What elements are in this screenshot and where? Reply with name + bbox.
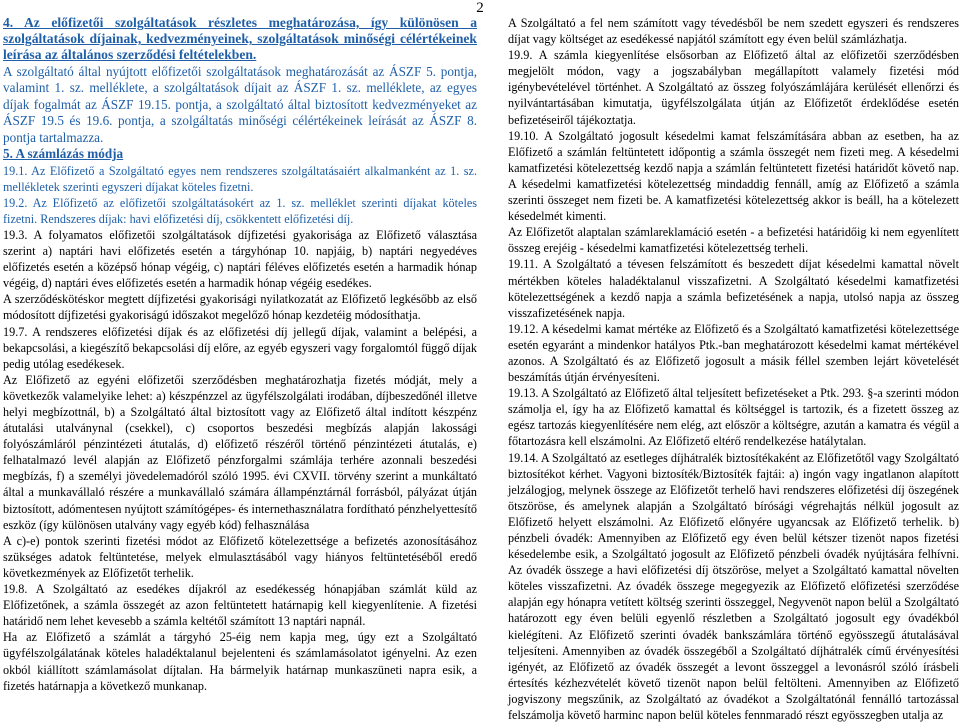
paragraph-19-2: 19.2. Az Előfizető az előfizetői szolgáltatásokért az 1. sz. melléklet szerinti díjakat köteles fizetni. Rendszeres díjak: havi előfizetési díj, csökkentett előfizetési díj.	[3, 195, 477, 226]
paragraph-19-13: 19.13. A Szolgáltató az Előfizető által teljesített befizetéseket a Ptk. 293. §-a szerinti módon számolja el, így ha az Előfizető kamattal és költséggel is tartozik, és a fizetett összeg az egész tartozás kiegyenlítésére nem elég, azt először a költségre, azután a kamatra és végül a főtartozásra kell elszámolni. Az Előfizető eltérő rendelkezése hatálytalan.	[508, 386, 959, 449]
page-number: 2	[476, 0, 484, 16]
paragraph-19-8: 19.8. A Szolgáltató az esedékes díjakról az esedékesség hónapjában számlát küld az Előfizetőnek, a számla összegét az azon feltüntetett határnapig kell kiegyenlítenie. A fizetési határidő nem lehet kevesebb a számla keltétől számított 13 naptári napnál.	[3, 582, 477, 629]
paragraph-19-12: 19.12. A késedelmi kamat mértéke az Előfizető és a Szolgáltató kamatfizetési kötelezettsége esetén egyaránt a mindenkor hatályos Ptk.-ban meghatározott késedelmi kamat mértékével azonos. A Szolgáltató és az Előfizető jogosult a másik féllel szemben lejárt követelését beszámítás útján érvényesíteni.	[508, 321, 959, 385]
section-4-intro: A szolgáltató által nyújtott előfizetői szolgáltatások meghatározását az ÁSZF 5. pontja, valamint 1. sz. melléklete, a szolgáltatások díjait az ÁSZF 1. sz. melléklete, az egyes díjak fogalmát az ÁSZF 19.15. pontja, a szolgáltató által biztosított kedvezményeket az ÁSZF 19.5 és 19.6. pontja, a szolgáltatás minőségi célértékeinek leírását az ÁSZF 8. pontja tartalmazza.	[3, 63, 477, 145]
paragraph-reclamation-interest: Az Előfizetőt alaptalan számlareklamáció esetén - a befizetési határidőig ki nem egyenlített összeg erejéig - késedelmi kamatfizetési kötelezettség terheli.	[508, 225, 959, 256]
paragraph-19-11: 19.11. A Szolgáltató a tévesen felszámított és beszedett díjat késedelmi kamattal növelt mértékben köteles haladéktalanul visszafizetni. A Szolgáltató késedelmi kamatfizetési kötelezettségének a kezdő napja a számla befizetésének a napja, utolsó napja az összeg visszafizetésének napja.	[508, 257, 959, 320]
paragraph-payment-identification: A c)-e) pontok szerinti fizetési módot az Előfizető kötelezettsége a befizetés azonosításához szükséges adatok feltüntetése, melyek elmulasztásából vagy hiányos feltüntetéséből eredő következmények az Előfizetőt terhelik.	[3, 533, 477, 580]
paragraph-19-10: 19.10. A Szolgáltató jogosult késedelmi kamat felszámítására abban az esetben, ha az Előfizető a számlán feltüntetett időpontig a számla összegét nem fizeti meg. A késedelmi kamatfizetési kötelezettség kezdő napja a számlán feltüntetett fizetési határidőt követő nap. A késedelmi kamatfizetési kötelezettség mindaddig fennáll, amíg az Előfizető a számla szerinti összeget nem fizeti be. A kamatfizetési kötelezettség akkor is beáll, ha a kötelezett késedelmét kimenti.	[508, 128, 959, 224]
paragraph-frequency-change: A szerződéskötéskor megtett díjfizetési gyakorisági nyilatkozatát az Előfizető legkésőbb az első módosított díjfizetési gyakoriságú időszakot megelőző hónap kezdetéig módosíthatja.	[3, 292, 477, 323]
paragraph-missing-invoice: Ha az Előfizető a számlát a tárgyhó 25-éig nem kapja meg, úgy ezt a Szolgáltató ügyfélszolgálatának köteles haladéktalanul bejelenteni és számlamásolatot igényelni. Az ezen okból kiállított számlamásolat díjtalan. Ha bármelyik határnap munkaszüneti napra esik, a fizetés határnapja a következő munkanap.	[3, 630, 477, 693]
paragraph-19-3: 19.3. A folyamatos előfizetői szolgáltatások díjfizetési gyakorisága az Előfizető választása szerint a) naptári havi előfizetés esetén a tárgyhónap 10. napjáig, b) naptári negyedéves előfizetés esetén a középső hónap végéig, c) naptári féléves előfizetés esetén a harmadik hónap végéig, d) naptári éves előfizetés esetén a harmadik hónap végéig esedékes.	[3, 227, 477, 291]
paragraph-19-9: 19.9. A számla kiegyenlítése elsősorban az Előfizető által az előfizetői szerződésben megjelölt módon, vagy a jogszabályban megállapított valamely fizetési mód igénybevételével történhet. A Szolgáltató az összeg folyószámlájára kerülését ellenőrzi és nyilvántartásában kimutatja, ügyfélszolgálata útján az Előfizetőt érdeklődése esetén befizetéseiről tájékoztatja.	[508, 48, 959, 127]
paragraph-19-7: 19.7. A rendszeres előfizetési díjak és az előfizetési díj jellegű díjak, valamint a belépési, a bekapcsolási, a kiegészítő bekapcsolási díj előre, az egyéb egyszeri vagy forgalomtól függő díjak pedig utólag esedékesek.	[3, 324, 477, 371]
right-column	[508, 15, 959, 723]
paragraph-payment-methods: Az Előfizető az egyéni előfizetői szerződésben meghatározhatja fizetés módját, mely a következők valamelyike lehet: a) készpénzzel az ügyfélszolgálati irodában, díjbeszedőnél illetve helyi megbízottnál, b) a Szolgáltató által biztosított vagy az Előfizető által indított készpénz átutalási utalványnal (csekkel), c) csoportos beszedési megbízás alapján lakossági folyószámláról pénzintézeti átutalás, d) előfizető részéről történő pénzintézeti átutalás, e) felhatalmazó levél alapján az Előfizető pénzforgalmi számlája terhére azonnali beszedési megbízás, f) a személyi jövedelemadóról szóló 1995. évi CXVII. törvény szerint a munkáltató által a munkavállaló részére a munkavállaló számára állampénztárnál forrásból, pályázat útján biztosított, adómentesen nyújtott számítógépes- és internethasználatra fordítható pénzhelyettesítő eszköz (így különösen utalvány vagy egyéb kód) felhasználása	[3, 372, 477, 532]
left-column	[3, 15, 477, 694]
paragraph-19-1: 19.1. Az Előfizető a Szolgáltató egyes nem rendszeres szolgáltatásaiért alkalmanként az 1. sz. mellékletek szerinti egyszeri díjakat köteles fizetni.	[3, 163, 477, 194]
section-4-heading: 4. Az előfizetői szolgáltatások részletes meghatározása, így különösen a szolgáltatások díjainak, kedvezményeinek, szolgáltatások minőségi célértékeinek leírása az általános szerződési feltételekben.	[3, 15, 477, 63]
paragraph-19-14: 19.14. A Szolgáltató az esetleges díjhátralék biztosítékaként az Előfizetőtől vagy Szolgáltató biztosítékot kérhet. Vagyoni biztosíték/Biztosíték fajtái: a) ingón vagy ingatlanon alapított jelzálogjog, melynek összege az Előfizetőt terhelő havi rendszeres előfizetési díj öszegének ötszöröse, és amelynek alapján a Szolgáltató bírósági végrehajtás nélkül jogosult az Előfizető helyett elszámolni. Az Előfizető előnyére ugyancsak az Előfizető terhelik. b) pénzbeli óvadék: Amennyiben az Előfizető egy éven belül kétszer tizenöt napos fizetési késedelembe esik, a Szolgáltató jogosult az Előfizető pénzbeli óvadék nyújtására felhívni. Az óvadék összege a havi előfizetési díj ötszöröse, melyet a Szolgáltató kamattal növelten köteles visszafizetni. Az óvadék összege megegyezik az Előfizető előfizetési szerződése alapján egy hónapra vetített költség szerinti összeggel, Negyvenöt napon belül a Szolgáltató határozott egy éven belüli egyenlő részletben a Szolgáltató jogosult egy óvadékból kielégíteni. Az Előfizető szerinti óvadék bankszámlára történő egyösszegű átutalásával teljesíteni. Amennyiben az óvadék összegéből a Szolgáltató díjhátralék című érvényesítési igényét, az Előfizető az óvadék összegét a levont összeggel a levonásról szóló írásbeli értesítés kézhezvételét követő tizenöt napon belül feltölteni. Amennyiben az Előfizető jogviszony megszűnik, az Szolgáltató az óvadékot a Szolgáltatónál fennálló tartozással felszámolja követő harminc napon belül köteles fennmaradó részt egyösszegben utalja az	[508, 450, 959, 723]
paragraph-late-billing: A Szolgáltató a fel nem számított vagy tévedésből be nem szedett egyszeri és rendszeres díjat vagy költséget az esedékessé napjától számított egy éven belül számlázhatja.	[508, 16, 959, 47]
section-5-heading: 5. A számlázás módja	[3, 146, 124, 162]
